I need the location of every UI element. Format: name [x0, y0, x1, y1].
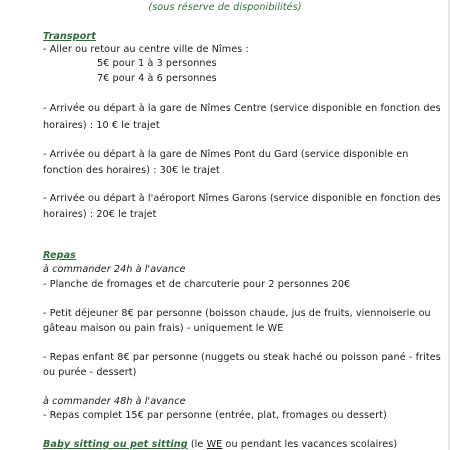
transport-price-large-group: 7€ pour 4 à 6 personnes — [97, 73, 217, 84]
baby-sitting-note-we: WE — [206, 439, 223, 450]
transport-station-pont-du-gard-line1: - Arrivée ou départ à la gare de Nîmes Pont du Gard (service disponible en — [43, 149, 409, 160]
transport-airport-line1: - Arrivée ou départ à l'aéroport Nîmes Garons (service disponible en fonction des — [43, 193, 441, 204]
baby-sitting-note-prefix: (le — [187, 439, 207, 450]
baby-sitting-heading: Baby sitting ou pet sitting — [43, 439, 188, 450]
transport-airport-line2: horaires) : 20€ le trajet — [43, 209, 157, 220]
repas-enfant-line2: ou purée - dessert) — [43, 367, 137, 378]
repas-order-48h: à commander 48h à l'avance — [43, 396, 186, 407]
baby-sitting-note-suffix: ou pendant les vacances scolaires) — [222, 439, 398, 450]
baby-sitting-line — [43, 439, 397, 450]
repas-heading: Repas — [43, 250, 76, 261]
transport-station-pont-du-gard-line2: fonction des horaires) : 30€ le trajet — [43, 165, 220, 176]
transport-station-centre-line2: horaires) : 10 € le trajet — [43, 120, 160, 131]
availability-note: (sous réserve de disponibilités) — [148, 2, 302, 13]
transport-heading: Transport — [43, 31, 96, 42]
transport-price-small-group: 5€ pour 1 à 3 personnes — [97, 58, 217, 69]
repas-petit-dejeuner-line1: - Petit déjeuner 8€ par personne (boisson chaude, jus de fruits, viennoiserie ou — [43, 308, 431, 319]
repas-enfant-line1: - Repas enfant 8€ par personne (nuggets ou steak haché ou poisson pané - frites — [43, 352, 441, 363]
repas-order-24h: à commander 24h à l'avance — [43, 264, 186, 275]
repas-petit-dejeuner-line2: gâteau maison ou pain frais) - uniquement le WE — [43, 323, 284, 334]
transport-city-centre: - Aller ou retour au centre ville de Nîmes : — [43, 44, 249, 55]
repas-complet: - Repas complet 15€ par personne (entrée, plat, fromages ou dessert) — [43, 410, 387, 421]
repas-planche: - Planche de fromages et de charcuterie pour 2 personnes 20€ — [43, 279, 351, 290]
transport-station-centre-line1: - Arrivée ou départ à la gare de Nîmes Centre (service disponible en fonction des — [43, 103, 441, 114]
